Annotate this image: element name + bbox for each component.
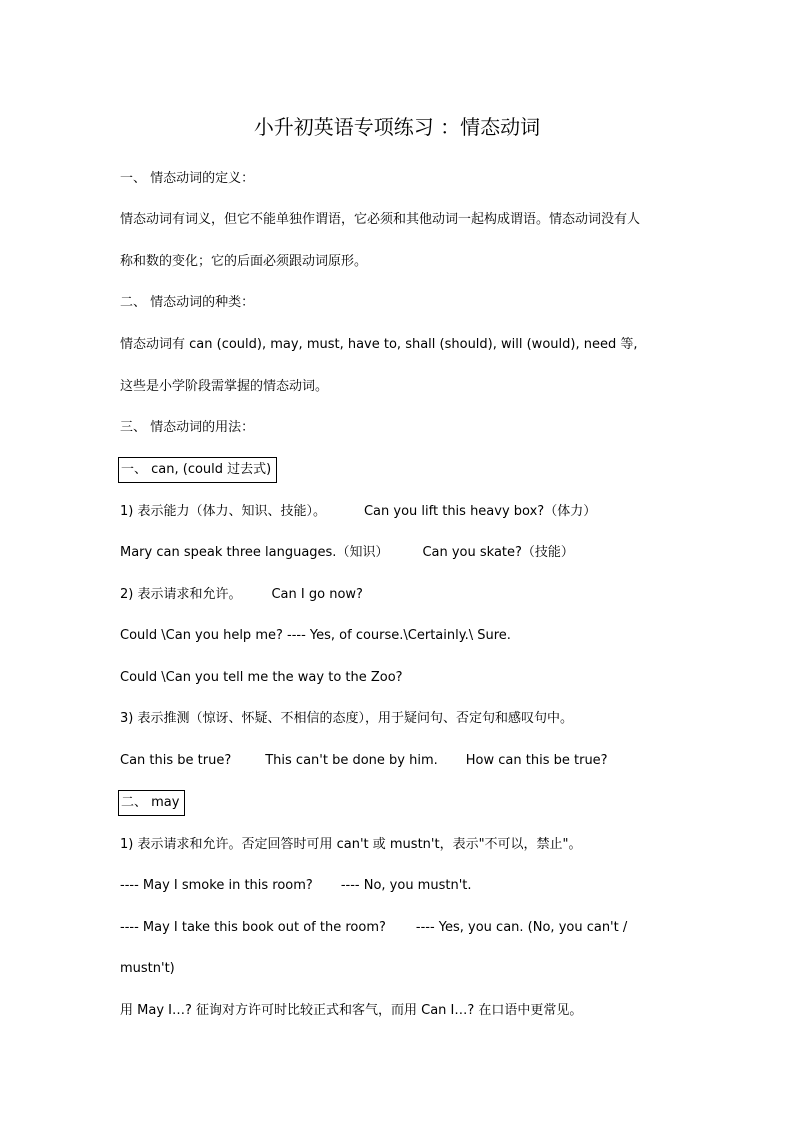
section-1-paragraph-line-2: 称和数的变化；它的后面必须跟动词原形。 — [120, 254, 368, 269]
section-1-heading: 一、 情态动词的定义： — [120, 171, 255, 186]
may-example-2-question: ---- May I take this book out of the room? — [120, 920, 386, 935]
section-2-paragraph-line-1: 情态动词有 can (could), may, must, have to, shall (should), will (would), need 等, — [120, 337, 638, 352]
can-usage-2-example-2: Could \Can you help me? ---- Yes, of course.\Certainly.\ Sure. — [120, 628, 511, 643]
section-3-heading: 三、 情态动词的用法： — [120, 420, 255, 435]
may-subheading-box: 二、 may — [118, 790, 185, 816]
can-usage-2-example-3: Could \Can you tell me the way to the Zoo? — [120, 670, 403, 685]
may-example-2-answer: ---- Yes, you can. (No, you can't / — [415, 920, 628, 935]
section-1-paragraph-line-1: 情态动词有词义，但它不能单独作谓语，它必须和其他动词一起构成谓语。情态动词没有人 — [120, 212, 641, 227]
document-title: 小升初英语专项练习 ：情态动词 — [253, 115, 541, 139]
may-note: 用 May I…? 征询对方许可时比较正式和客气，而用 Can I…? 在口语中更常见。 — [120, 1003, 583, 1018]
can-usage-2-label: 2) 表示请求和允许。 — [120, 587, 242, 602]
can-usage-3-example-c: How can this be true? — [465, 753, 608, 768]
may-example-1-question: ---- May I smoke in this room? — [120, 878, 313, 893]
section-2-paragraph-line-2: 这些是小学阶段需掌握的情态动词。 — [120, 379, 329, 394]
may-usage-1-label: 1) 表示请求和允许。否定回答时可用 can't 或 mustn't，表示"不可以，禁止"。 — [120, 837, 582, 852]
can-usage-2 — [120, 586, 690, 604]
can-usage-2-example: Can I go now? — [271, 587, 363, 602]
can-usage-3-examples — [120, 752, 690, 770]
section-2-heading: 二、 情态动词的种类： — [120, 295, 255, 310]
can-usage-3-example-a: Can this be true? — [120, 753, 232, 768]
can-subheading-box: 一、 can, (could 过去式) — [118, 457, 277, 483]
may-example-1 — [120, 877, 690, 895]
can-usage-3-example-b: This can't be done by him. — [265, 753, 438, 768]
can-usage-1-example-knowledge: Mary can speak three languages.（知识） — [120, 545, 389, 560]
may-example-2 — [120, 919, 690, 937]
can-usage-1-label: 1) 表示能力（体力、知识、技能）。 — [120, 504, 326, 519]
may-example-2-continued: mustn't) — [120, 961, 175, 976]
can-usage-1-example: Can you lift this heavy box?（体力） — [363, 504, 597, 519]
can-usage-3-label: 3) 表示推测（惊讶、怀疑、不相信的态度），用于疑问句、否定句和感叹句中。 — [120, 711, 573, 726]
can-usage-1 — [120, 503, 690, 521]
may-example-1-answer: ---- No, you mustn't. — [340, 878, 472, 893]
can-usage-1-examples — [120, 544, 690, 562]
can-usage-1-example-skill: Can you skate?（技能） — [422, 545, 574, 560]
